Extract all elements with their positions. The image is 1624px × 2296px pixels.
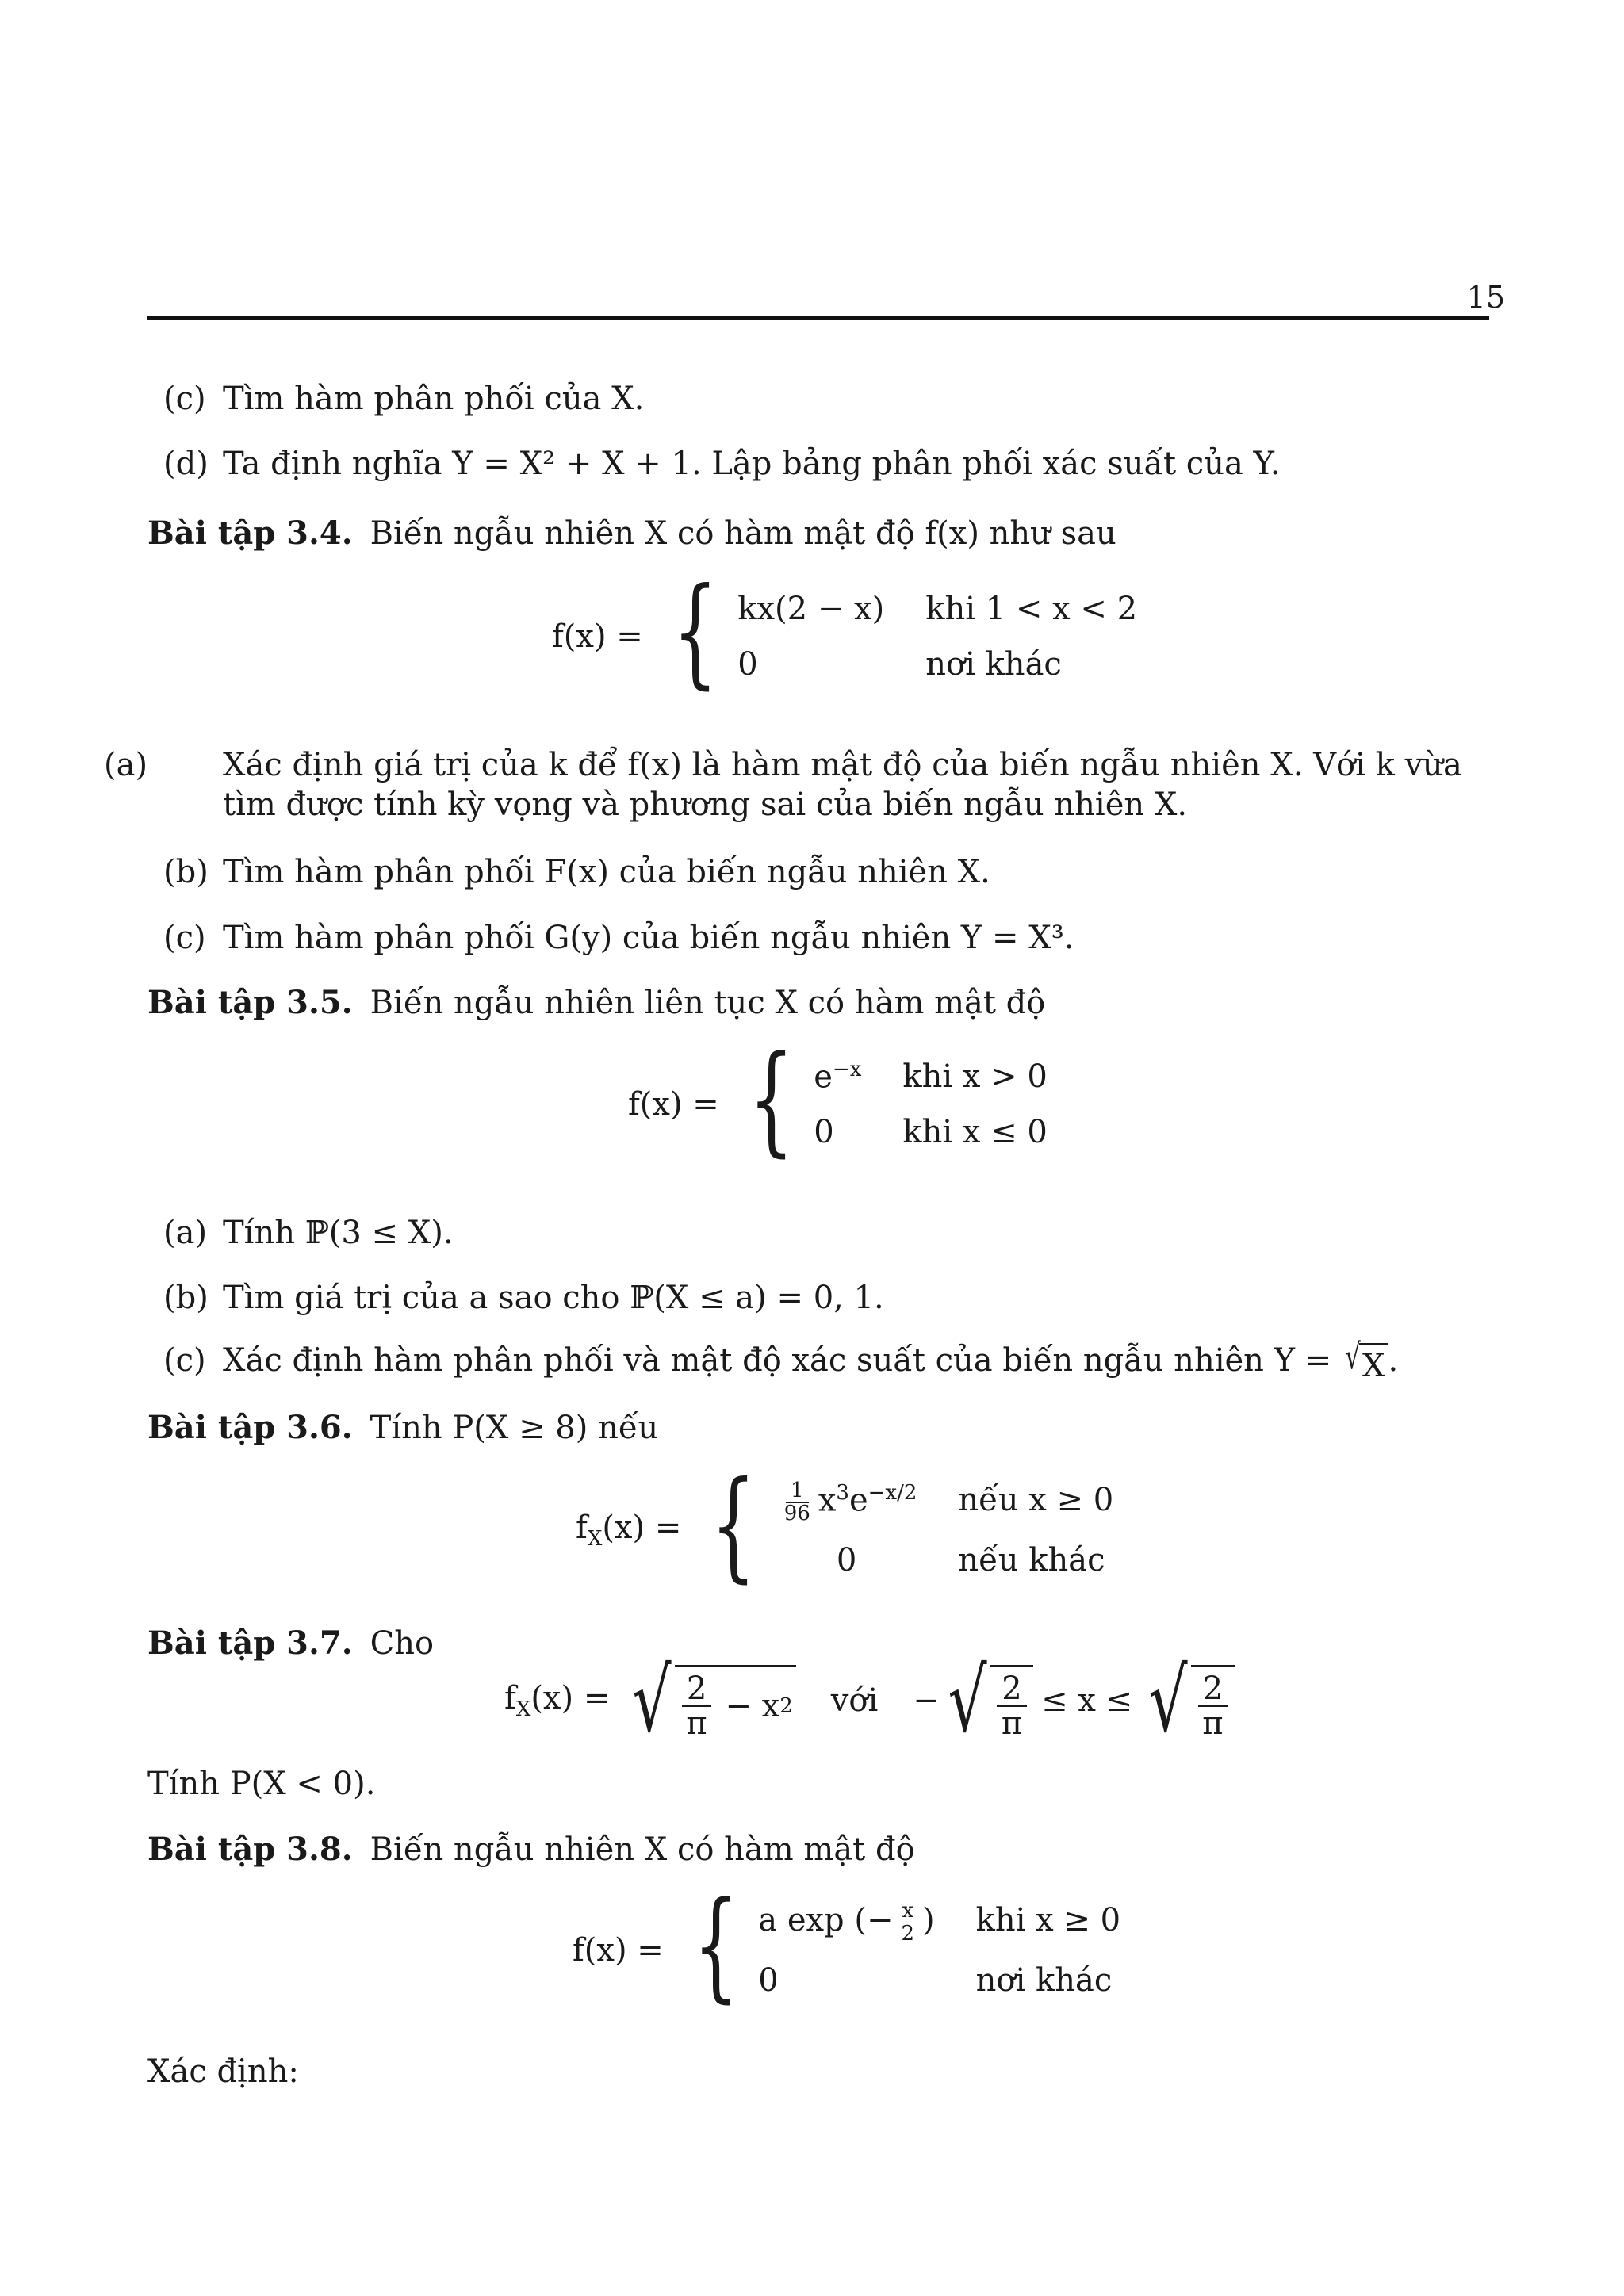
item-label: (d) [163,446,209,482]
item-text: Tính ℙ(3 ≤ X). [223,1215,454,1251]
exercise-3-5-statement [147,983,1489,1023]
sqrt-expression: √ $\frac{2}{\pi}$ − x 2 [624,1657,795,1744]
item-label: (a) [104,747,148,783]
cases-block [776,1480,1113,1580]
exercise-title: Bài tập 3.6. [147,1409,353,1446]
case-condition: khi x > 0 [902,1058,1048,1095]
case-expression: $\frac{1}{96}$ $x^3e^{-x/2}$ [783,1479,917,1525]
case-expression: a exp (− $\frac{x}{2}$ ) [758,1899,935,1946]
case-condition: nơi khác [925,646,1062,683]
item-text: Xác định giá trị của k để f(x) là hàm mật độ của biến ngẫu nhiên X. Với k vừa tìm được tính kỳ vọng và phương sai của biến ngẫu nhiên X. [223,747,1462,823]
list-item-3-4-c [163,918,1489,958]
exercise-title: Bài tập 3.8. [147,1831,353,1868]
item-label: (c) [163,381,206,417]
item-label: (b) [163,1280,209,1316]
left-brace: { [672,563,718,701]
exercise-text: Biến ngẫu nhiên X có hàm mật độ [370,1831,915,1868]
equation-3-4 [552,563,1138,701]
item-label: (c) [163,1342,206,1379]
minus-sign: − [913,1682,940,1719]
item-text: Tìm hàm phân phối F(x) của biến ngẫu nhiên X. [223,854,990,890]
equation-3-6 [576,1456,1114,1594]
cases-block [758,1900,1120,2000]
case-expression: 0 [836,1542,857,1579]
with-word: với [830,1682,879,1719]
case-expression: 0 [758,1961,779,1999]
left-brace: { [710,1456,756,1594]
header-rule [147,316,1489,320]
item-text: Tìm hàm phân phối G(y) của biến ngẫu nhiên Y = X³. [223,920,1074,956]
case-condition: nơi khác [975,1961,1113,1999]
equation-lhs: f(x) = [573,1932,664,1969]
equation-3-5 [628,1031,1048,1169]
exercise-text: Biến ngẫu nhiên liên tục X có hàm mật độ [370,985,1046,1021]
sqrt-expression: √ $\frac{2}{\pi}$ [1140,1657,1234,1744]
list-item-3-5-c: (c) Xác định hàm phân phối và mật độ xác suất của biến ngẫu nhiên Y = √ X . [163,1337,1399,1384]
case-condition: khi 1 < x < 2 [925,591,1138,627]
list-item-3-4-b [163,852,1489,892]
exercise-3-8-determine: Xác định: [147,2053,299,2090]
case-condition: nếu x ≥ 0 [958,1481,1114,1518]
equation-3-8 [573,1877,1121,2015]
case-condition: nếu khác [958,1542,1105,1579]
left-brace: { [748,1031,795,1169]
equation-lhs: $f_X(x)$ = [576,1510,682,1552]
case-expression: 0 [814,1114,834,1151]
item-text: Xác định hàm phân phối và mật độ xác suất của biến ngẫu nhiên Y = [223,1342,1332,1379]
exercise-text: Cho [370,1625,435,1662]
case-expression: 0 [737,646,758,683]
exercise-title: Bài tập 3.5. [147,984,353,1021]
item-label: (c) [163,920,206,956]
list-item-3-5-a [163,1213,1489,1253]
equation-3-7 [504,1650,1235,1751]
inequality: ≤ x ≤ [1041,1682,1133,1719]
equation-lhs: $f_X(x)$ = [504,1680,611,1722]
list-item-3-4-a [104,745,1489,825]
equation-lhs: f(x) = [552,618,643,655]
item-text: Tìm hàm phân phối của X. [223,381,645,417]
exercise-text: Biến ngẫu nhiên X có hàm mật độ f(x) như sau [370,515,1116,552]
list-item-c-top [163,379,1489,419]
list-item-3-5-b [163,1278,1489,1318]
page-number: 15 [1466,280,1505,315]
item-text: Tìm giá trị của a sao cho ℙ(X ≤ a) = 0, 1. [223,1280,884,1316]
exercise-text: Tính P(X ≥ 8) nếu [370,1410,659,1446]
cases-block [814,1057,1048,1152]
case-expression: kx(2 − x) [737,591,885,627]
list-item-d-top [163,444,1489,484]
sqrt-expression: √ $\frac{2}{\pi}$ [940,1657,1033,1744]
case-condition: khi x ≥ 0 [975,1902,1121,1939]
case-expression: $e^{-x}$ [814,1057,862,1096]
sqrt-symbol: √ X [1342,1340,1388,1386]
item-label: (a) [163,1215,208,1251]
exercise-3-8-statement [147,1830,1489,1869]
item-label: (b) [163,854,209,890]
exercise-3-7-question: Tính P(X < 0). [147,1766,376,1802]
case-condition: khi x ≤ 0 [902,1114,1048,1151]
exercise-title: Bài tập 3.4. [147,515,353,552]
exercise-3-6-statement [147,1408,1489,1448]
cases-block [737,589,1137,684]
item-text: Ta định nghĩa Y = X² + X + 1. Lập bảng phân phối xác suất của Y. [223,446,1281,482]
exercise-title: Bài tập 3.7. [147,1624,353,1662]
left-brace: { [692,1877,739,2015]
equation-lhs: f(x) = [628,1086,719,1123]
exercise-3-4-statement [147,514,1489,553]
